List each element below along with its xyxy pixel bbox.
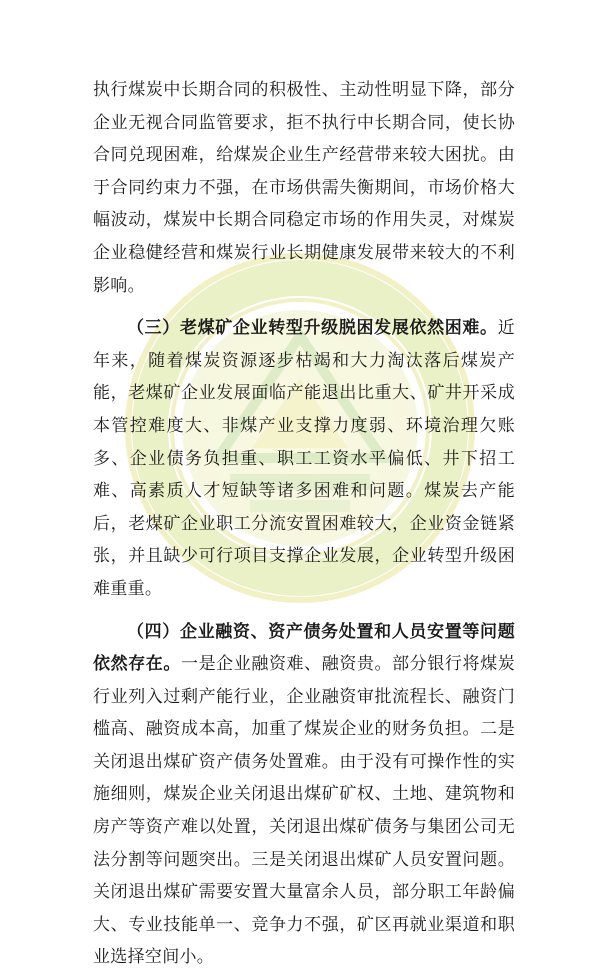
section-heading-3: （三）老煤矿企业转型升级脱困发展依然困难。 [127,318,498,338]
paragraph-text: 执行煤炭中长期合同的积极性、主动性明显下降，部分企业无视合同监管要求，拒不执行中长期合同，使长协合同兑现困难，给煤炭企业生产经营带来较大困扰。由于合同约束力不强，在市场供需失衡期间，市场价格大幅波动，煤炭中长期合同稳定市场的作用失灵，对煤炭企业稳健经营和煤炭行业长期健康发展带来较大的不利影响。 [93,80,515,296]
paragraph-contract-issues [93,74,515,302]
paragraph-financing-debt-staffing [93,616,515,974]
paragraph-text: 一是企业融资难、融资贵。部分银行将煤炭行业列入过剩产能行业，企业融资审批流程长、融资门槛高、融资成本高，加重了煤炭企业的财务负担。二是关闭退出煤矿资产债务处置难。由于没有可操作性的实施细则，煤炭企业关闭退出煤矿矿权、土地、建筑物和房产等资产难以处置，关闭退出煤矿债务与集团公司无法分割等问题突出。三是关闭退出煤矿人员安置问题。关闭退出煤矿需要安置大量富余人员，部分职工年龄偏大、专业技能单一、竞争力不强，矿区再就业渠道和职业选择空间小。 [93,654,515,967]
section-heading-4: （四）企业融资、资产债务处置和人员安置等问题依然存在。 [93,622,515,675]
paragraph-old-mine-transition [93,312,515,605]
paragraph-text: 近年来，随着煤炭资源逐步枯竭和大力淘汰落后煤炭产能，老煤矿企业发展面临产能退出比重大、矿井开采成本管控难度大、非煤产业支撑力度弱、环境治理欠账多、企业债务负担重、职工工资水平偏低、井下招工难、高素质人才短缺等诸多困难和问题。煤炭去产能后，老煤矿企业职工分流安置困难较大，企业资金链紧张，并且缺少可行项目支撑企业发展，企业转型升级困难重重。 [93,318,515,599]
document-body [93,74,515,974]
